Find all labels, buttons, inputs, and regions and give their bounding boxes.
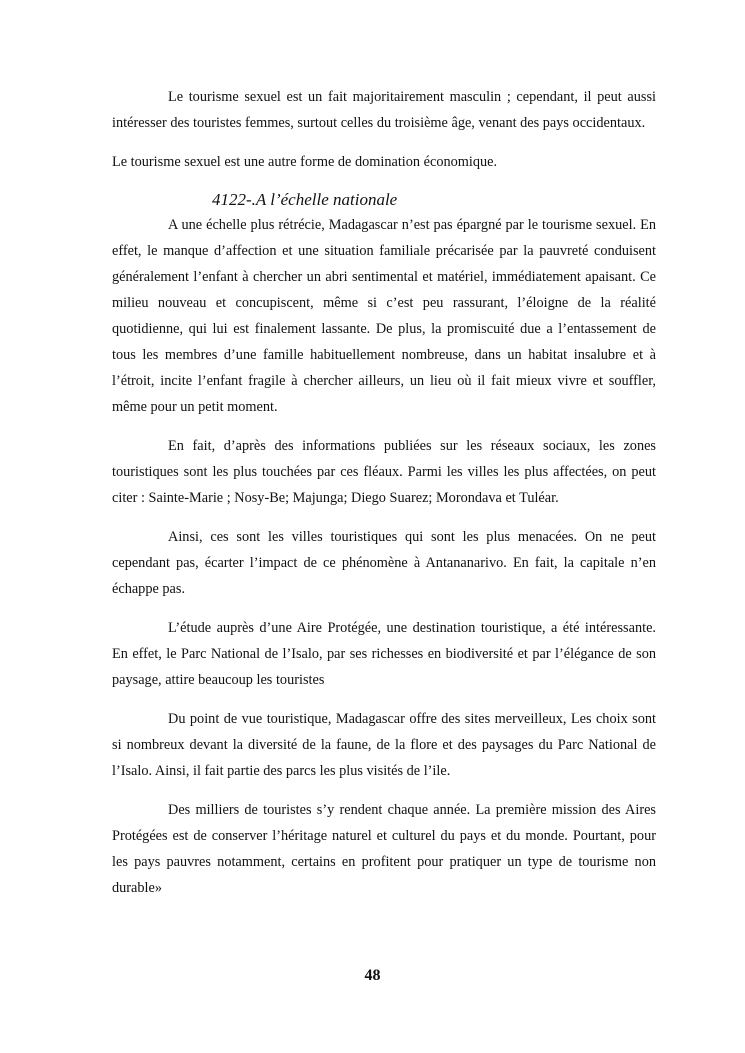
paragraph: Le tourisme sexuel est une autre forme de domination économique.	[112, 154, 498, 170]
document-page	[112, 84, 656, 914]
paragraph: Ainsi, ces sont les villes touristiques qui sont les plus menacées. On ne peut cependant pas, écarter l’impact de ce phénomène à Antananarivo. En fait, la capitale n’en échappe pas.	[112, 529, 656, 597]
paragraph: A une échelle plus rétrécie, Madagascar n’est pas épargné par le tourisme sexuel. En effet, le manque d’affection et une situation familiale précarisée par la pauvreté conduisent généralement l’enfant à chercher un abri sentimental et matériel, immédiatement apaisant. Ce milieu nouveau et concupiscent, même si c’est peu rassurant, l’éloigne de la réalité quotidienne, qui lui est finalement lassante. De plus, la promiscuité due a l’entassement de tous les membres d’une famille habituellement nombreuse, dans un habitat insalubre et à l’étroit, incite l’enfant fragile à chercher ailleurs, un lieu où il fait mieux vivre et souffler, même pour un petit moment.	[112, 217, 656, 415]
paragraph: Du point de vue touristique, Madagascar offre des sites merveilleux, Les choix sont si nombreux devant la diversité de la faune, de la flore et des paysages du Parc National de l’Isalo. Ainsi, il fait partie des parcs les plus visités de l’ile.	[112, 711, 656, 779]
page-number: 48	[364, 967, 381, 984]
paragraph: Des milliers de touristes s’y rendent chaque année. La première mission des Aires Protégées est de conserver l’héritage naturel et culturel du pays et du monde. Pourtant, pour les pays pauvres notamment, certains en profitent pour pratiquer un type de tourisme non durable»	[112, 802, 656, 896]
section-heading: 4122-.A l’échelle nationale	[212, 190, 398, 209]
paragraph: Le tourisme sexuel est un fait majoritairement masculin ; cependant, il peut aussi intéresser des touristes femmes, surtout celles du troisième âge, venant des pays occidentaux.	[112, 89, 656, 131]
paragraph: En fait, d’après des informations publiées sur les réseaux sociaux, les zones touristiques sont les plus touchées par ces fléaux. Parmi les villes les plus affectées, on peut citer : Sainte-Marie ; Nosy-Be; Majunga; Diego Suarez; Morondava et Tuléar.	[112, 438, 656, 506]
paragraph: L’étude auprès d’une Aire Protégée, une destination touristique, a été intéressante. En effet, le Parc National de l’Isalo, par ses richesses en biodiversité et par l’élégance de son paysage, attire beaucoup les touristes	[112, 620, 656, 688]
